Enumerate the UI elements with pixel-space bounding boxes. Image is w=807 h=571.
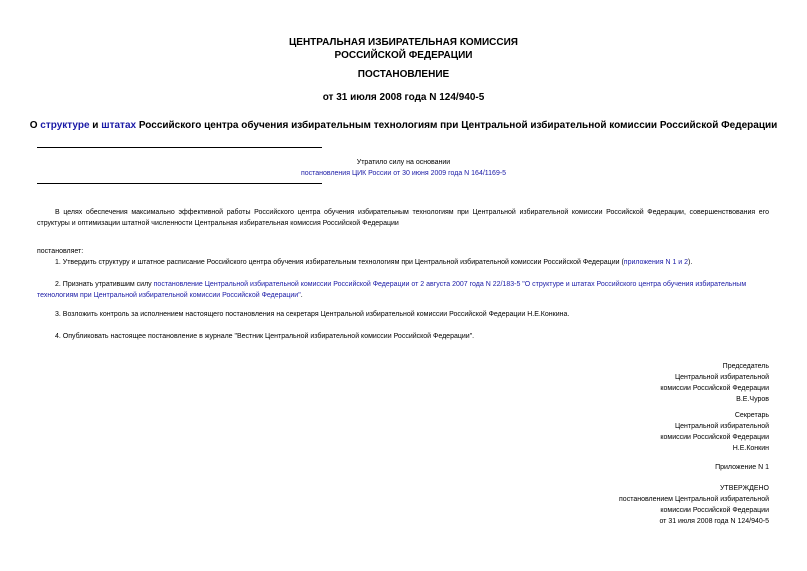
appendix-line2: комиссии Российской Федерации (660, 507, 769, 514)
title-link-structure[interactable]: структуре (40, 120, 90, 131)
secretary-org1: Центральной избирательной (674, 423, 769, 430)
item-2-text: 2. Признать утратившим силу (55, 281, 154, 288)
item-1 (55, 257, 769, 268)
secretary-name: Н.Е.Конкин (732, 445, 769, 452)
status-note-line: Утратило силу на основании (356, 159, 451, 166)
title-middle: и (89, 120, 102, 131)
item-1-end: ). (688, 259, 693, 266)
appendix-line1: постановлением Центральной избирательной (619, 496, 769, 503)
divider-top (37, 147, 322, 148)
status-note (250, 157, 557, 179)
header-line2: РОССИЙСКОЙ ФЕДЕРАЦИИ (334, 50, 473, 61)
divider-bottom (37, 183, 322, 184)
appendix-line3: от 31 июля 2008 года N 124/940-5 (659, 518, 769, 525)
title-link-staff[interactable]: штатах (101, 120, 137, 131)
secretary-role: Секретарь (734, 412, 769, 419)
item-2-end: . (300, 292, 303, 299)
item-2 (37, 279, 769, 301)
secretary-signature (500, 410, 769, 454)
chairman-role: Председатель (722, 363, 769, 370)
title-rest: Российского центра обучения избирательным технологиям при Центральной избирательной комиссии Российской Федерации (136, 120, 778, 131)
doc-date-number: от 31 июля 2008 года N 124/940-5 (322, 92, 485, 103)
item-4: 4. Опубликовать настоящее постановление в журнале "Вестник Центральной избирательной комиссии Российской Федерации". (55, 333, 475, 340)
item-3: 3. Возложить контроль за исполнением настоящего постановления на секретаря Центральной избирательной комиссии Российской Федерации Н.Е.Конкина. (55, 311, 570, 318)
doc-type: ПОСТАНОВЛЕНИЕ (357, 69, 450, 80)
document-title (0, 119, 807, 132)
item-1-text: 1. Утвердить структуру и штатное расписание Российского центра обучения избирательным технологиям при Центральной избирательной комиссии Российской Федерации ( (55, 259, 624, 266)
chairman-org2: комиссии Российской Федерации (660, 385, 769, 392)
header-org (0, 36, 807, 62)
chairman-org1: Центральной избирательной (674, 374, 769, 381)
appendix-approved: УТВЕРЖДЕНО (719, 485, 769, 492)
item-1-link[interactable]: приложения N 1 и 2 (623, 259, 689, 266)
secretary-org2: комиссии Российской Федерации (660, 434, 769, 441)
status-note-link[interactable]: постановления ЦИК России от 30 июня 2009 года N 164/1169-5 (300, 170, 507, 177)
header-line1: ЦЕНТРАЛЬНАЯ ИЗБИРАТЕЛЬНАЯ КОМИССИЯ (288, 37, 518, 48)
appendix-approval (500, 483, 769, 527)
appendix-label: Приложение N 1 (715, 464, 769, 471)
chairman-name: В.Е.Чуров (736, 396, 769, 403)
chairman-signature (500, 361, 769, 405)
resolves-text: постановляет: (37, 248, 84, 255)
title-prefix: О (29, 120, 41, 131)
preamble: В целях обеспечения максимально эффективной работы Российского центра обучения избирательным технологиям при Центральной избирательной комиссии Российской Федерации, совершенствования его структуры и оптимизации штатной численности Центральная избирательная комиссия Российской Федерации (37, 209, 769, 227)
item-2-link[interactable]: постановление Центральной избирательной комиссии Российской Федерации от 2 августа 2007 года N 22/183-5 "О структуре и штатах Российского центра обучения избирательным технологиям при Центральной избирательной комиссии Российской Федерации" (37, 281, 747, 299)
